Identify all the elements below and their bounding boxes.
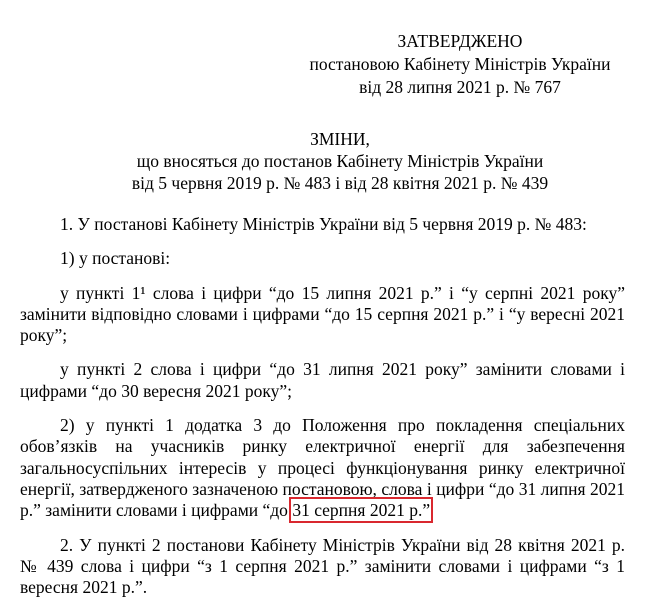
paragraph-2: 1) у постанові: bbox=[60, 248, 171, 269]
paragraph-5-text: 2) у пункті 1 додатка 3 до Положення про покладення спеціальних обов’язків на учасників ринку електричної енергії для забезпечення загальносуспільних інтересів у процесі функціонування ринку електричної енергії, затвердженого зазначеною постановою, слова і цифри “до 31 липня 2021 р.” замінити словами і цифрами “до bbox=[20, 415, 625, 521]
approval-line-1: постановою Кабінету Міністрів України bbox=[309, 54, 611, 74]
highlighted-date: 31 серпня 2021 р.” bbox=[292, 500, 431, 521]
paragraph-5 bbox=[20, 415, 625, 521]
paragraph-1: 1. У постанові Кабінету Міністрів України від 5 червня 2019 р. № 483: bbox=[60, 214, 587, 234]
document-subtitle-line-2: від 5 червня 2019 р. № 483 і від 28 квітня 2021 р. № 439 bbox=[131, 173, 549, 193]
document-title-block bbox=[60, 128, 620, 194]
approval-heading: ЗАТВЕРДЖЕНО bbox=[397, 31, 523, 51]
approval-line-2: від 28 липня 2021 р. № 767 bbox=[359, 77, 561, 97]
document-body bbox=[20, 214, 625, 598]
approval-stamp-block bbox=[290, 30, 630, 99]
paragraph-3: у пункті 1¹ слова і цифри “до 15 липня 2021 р.” і “у серпні 2021 року” замінити відповідно словами і цифрами “до 15 серпня 2021 р.” і “у вересні 2021 року”; bbox=[20, 282, 625, 346]
paragraph-6: 2. У пункті 2 постанови Кабінету Міністрів України від 28 квітня 2021 р. № 439 слова і цифри “з 1 серпня 2021 р.” замінити словами і цифрами “з 1 вересня 2021 р.”. bbox=[20, 534, 625, 598]
document-title: ЗМІНИ, bbox=[310, 129, 370, 149]
paragraph-4: у пункті 2 слова і цифри “до 31 липня 2021 року” замінити словами і цифрами “до 30 вересня 2021 року”; bbox=[20, 359, 625, 401]
document-subtitle-line-1: що вносяться до постанов Кабінету Міністрів України bbox=[136, 151, 544, 171]
